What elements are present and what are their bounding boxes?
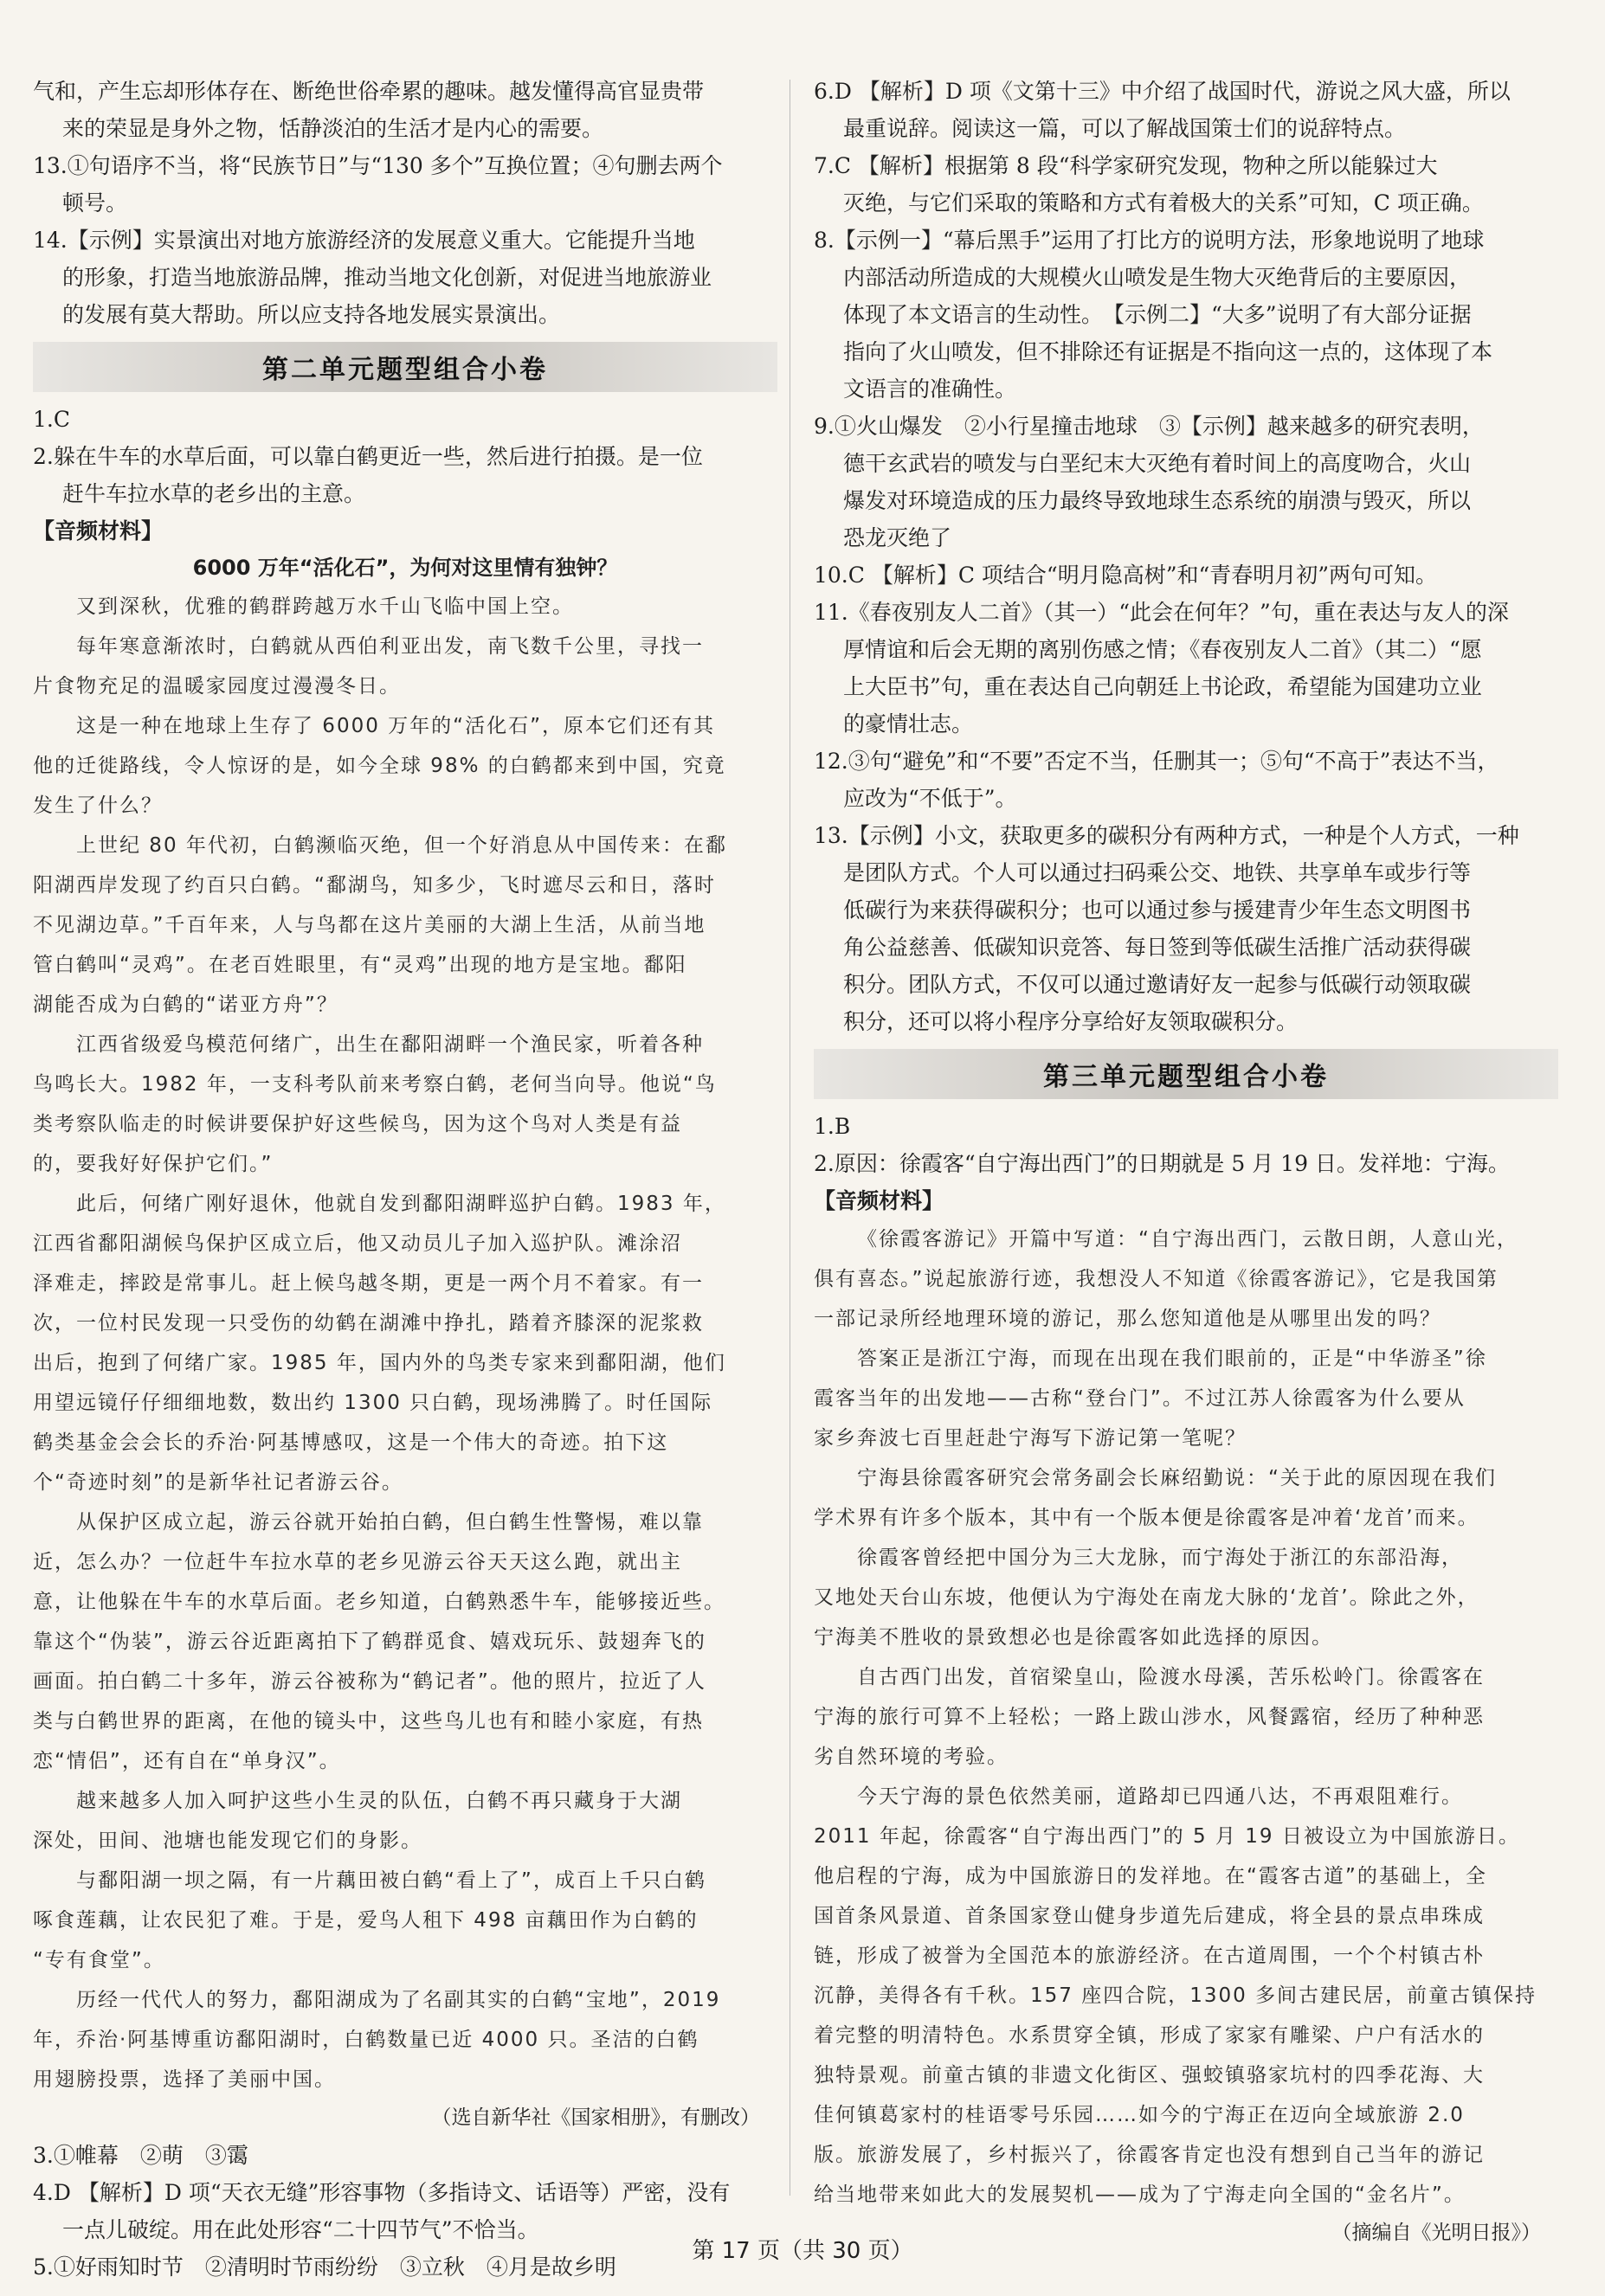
article-line: 着完整的明清特色。水系贯穿全镇，形成了家家有雕梁、户户有活水的 (814, 2024, 1485, 2047)
section-title: 第二单元题型组合小卷 (262, 355, 548, 385)
article-line: 霞客当年的出发地——古称“登台门”。不过江苏人徐霞客为什么要从 (814, 1387, 1466, 1410)
article-line: 沉静，美得各有千秋。157 座四合院，1300 多间古建民居，前童古镇保持 (814, 1984, 1537, 2007)
article-line: 家乡奔波七百里赶赴宁海写下游记第一笔呢？ (814, 1427, 1247, 1450)
article-line: 此后，何绪广刚好退休，他就自发到鄱阳湖畔巡护白鹤。1983 年， (76, 1193, 726, 1215)
answer-2: 2.躲在牛车的水草后面，可以靠白鹤更近一些，然后进行拍摄。是一位 (33, 444, 703, 469)
article-line: “专有食堂”。 (33, 1949, 165, 1971)
article-line: 江西省级爱鸟模范何绪广，出生在鄱阳湖畔一个渔民家，听着各种 (76, 1033, 704, 1056)
answer-13-cont: 积分。团队方式，不仅可以通过邀请好友一起参与低碳行动领取碳 (843, 972, 1472, 997)
answer-11-cont: 的豪情壮志。 (843, 711, 974, 736)
answer-8-cont: 文语言的准确性。 (843, 376, 1017, 402)
article-source: （摘编自《光明日报》） (1331, 2222, 1541, 2244)
article-line: 链，形成了被誉为全国范本的旅游经济。在古道周围，一个个村镇古朴 (814, 1945, 1485, 1967)
answer-4: 4.D 【解析】D 项“天衣无缝”形容事物（多指诗文、话语等）严密，没有 (33, 2180, 731, 2205)
text-line: 来的荣显是身外之物，恬静淡泊的生活才是内心的需要。 (62, 116, 604, 141)
article-line: 学术界有许多个版本，其中有一个版本便是徐霞客是冲着‘龙首’而来。 (814, 1507, 1479, 1529)
article-line: 出后，抱到了何绪广家。1985 年，国内外的鸟类专家来到鄱阳湖，他们 (33, 1352, 726, 1374)
answer-8: 8.【示例一】“幕后黑手”运用了打比方的说明方法，形象地说明了地球 (814, 228, 1485, 253)
article-line: 近，怎么办？一位赶牛车拉水草的老乡见游云谷天天这么跑，就出主 (33, 1551, 682, 1573)
answer-7: 7.C 【解析】根据第 8 段“科学家研究发现，物种之所以能躲过大 (814, 153, 1438, 178)
article-line: 湖能否成为白鹤的“诺亚方舟”？ (33, 994, 338, 1016)
answer-7-cont: 灭绝，与它们采取的策略和方式有着极大的关系”可知，C 项正确。 (843, 190, 1484, 215)
right-column (814, 73, 1558, 2252)
answer-12: 12.③句“避免”和“不要”否定不当，任删其一；⑤句“不高于”表达不当， (814, 749, 1499, 774)
answer-4-cont: 一点儿破绽。用在此处形容“二十四节气”不恰当。 (62, 2217, 539, 2242)
answer-9-cont: 恐龙灭绝了 (843, 525, 952, 550)
answer-11-cont: 上大臣书”句，重在表达自己向朝廷上书论政，希望能为国建功立业 (843, 674, 1482, 699)
article-line: 每年寒意渐浓时，白鹤就从西伯利亚出发，南飞数千公里，寻找一 (76, 635, 704, 658)
article-line: 他启程的宁海，成为中国旅游日的发祥地。在“霞客古道”的基础上，全 (814, 1865, 1487, 1888)
article-line: 劣自然环境的考验。 (814, 1746, 1009, 1768)
article-line: 鹤类基金会会长的乔治·阿基博感叹，这是一个伟大的奇迹。拍下这 (33, 1431, 669, 1454)
article-line: 给当地带来如此大的发展契机——成为了宁海走向全国的“金名片”。 (814, 2183, 1466, 2206)
article-line: 啄食莲藕，让农民犯了难。于是，爱鸟人租下 498 亩藕田作为白鹤的 (33, 1909, 699, 1932)
answer-8-cont: 内部活动所造成的大规模火山喷发是生物大灭绝背后的主要原因， (843, 265, 1472, 290)
answer-1: 1.C (33, 407, 70, 432)
article-line: 今天宁海的景色依然美丽，道路却已四通八达，不再艰阻难行。 (857, 1785, 1463, 1808)
article-line: 用望远镜仔仔细细地数，数出约 1300 只白鹤，现场沸腾了。时任国际 (33, 1392, 713, 1414)
article-line: 泽难走，摔跤是常事儿。赶上候鸟越冬期，更是一两个月不着家。有一 (33, 1272, 704, 1295)
article-line: 不见湖边草。”千百年来，人与鸟都在这片美丽的大湖上生活，从前当地 (33, 914, 706, 936)
answer-3: 3.①帷幕 ②萌 ③霭 (33, 2143, 248, 2168)
article-line: 管白鹤叫“灵鸡”。在老百姓眼里，有“灵鸡”出现的地方是宝地。鄱阳 (33, 954, 687, 976)
article-line: 年，乔治·阿基博重访鄱阳湖时，白鹤数量已近 4000 只。圣洁的白鹤 (33, 2029, 699, 2051)
article-line: 宁海县徐霞客研究会常务副会长麻绍勤说：“关于此的原因现在我们 (857, 1467, 1497, 1489)
article-line: 恋“情侣”，还有自在“单身汉”。 (33, 1750, 341, 1772)
text-line: 气和，产生忘却形体存在、断绝世俗牵累的趣味。越发懂得高官显贵带 (33, 79, 705, 104)
answer-1: 1.B (814, 1114, 851, 1139)
answer-6: 6.D 【解析】D 项《文第十三》中介绍了战国时代，游说之风大盛，所以 (814, 79, 1511, 104)
article-line: 宁海美不胜收的景致想必也是徐霞客如此选择的原因。 (814, 1626, 1333, 1649)
article-line: 用翅膀投票，选择了美丽中国。 (33, 2068, 336, 2091)
article-line: 宁海的旅行可算不上轻松；一路上跋山涉水，风餐露宿，经历了种种恶 (814, 1706, 1485, 1728)
article-line: 靠这个“伪装”，游云谷近距离拍下了鹤群觅食、嬉戏玩乐、鼓翅奔飞的 (33, 1630, 706, 1653)
article-line: 答案正是浙江宁海，而现在出现在我们眼前的，正是“中华游圣”徐 (857, 1347, 1487, 1370)
article-line: 2011 年起，徐霞客“自宁海出西门”的 5 月 19 日被设立为中国旅游日。 (814, 1825, 1520, 1848)
answer-9-cont: 德干玄武岩的喷发与白垩纪末大灭绝有着时间上的高度吻合，火山 (843, 451, 1472, 476)
answer-13: 13.【示例】小文，获取更多的碳积分有两种方式，一种是个人方式，一种 (814, 823, 1519, 848)
answer-10: 10.C 【解析】C 项结合“明月隐高树”和“青春明月初”两句可知。 (814, 563, 1438, 588)
article-line: 这是一种在地球上生存了 6000 万年的“活化石”，原本它们还有其 (76, 715, 715, 737)
answer-13-cont: 低碳行为来获得碳积分；也可以通过参与援建青少年生态文明图书 (843, 897, 1472, 923)
section-title: 第三单元题型组合小卷 (1043, 1062, 1329, 1092)
article-line: 佳何镇葛家村的桂语零号乐园……如今的宁海正在迈向全域旅游 2.0 (814, 2104, 1465, 2126)
answer-12-cont: 应改为“不低于”。 (843, 786, 1017, 811)
article-line: 次，一位村民发现一只受伤的幼鹤在湖滩中挣扎，踏着齐膝深的泥浆救 (33, 1312, 704, 1335)
article-line: 独特景观。前童古镇的非遗文化街区、强蛟镇骆家坑村的四季花海、大 (814, 2064, 1485, 2087)
answer-14: 14.【示例】实景演出对地方旅游经济的发展意义重大。它能提升当地 (33, 228, 695, 253)
article-line: 片食物充足的温暖家园度过漫漫冬日。 (33, 675, 401, 698)
answer-9-cont: 爆发对环境造成的压力最终导致地球生态系统的崩溃与毁灭，所以 (843, 488, 1472, 513)
answer-13-cont: 顿号。 (62, 190, 128, 215)
answer-14-cont: 的形象，打造当地旅游品牌，推动当地文化创新，对促进当地旅游业 (62, 265, 712, 290)
audio-label: 【音频材料】 (814, 1188, 944, 1213)
article-line: 上世纪 80 年代初，白鹤濒临灭绝，但一个好消息从中国传来：在鄱 (76, 834, 727, 857)
article-line: 画面。拍白鹤二十多年，游云谷被称为“鹤记者”。他的照片，拉近了人 (33, 1670, 706, 1693)
section-banner (814, 1049, 1558, 1099)
article-line: 版。旅游发展了，乡村振兴了，徐霞客肯定也没有想到自己当年的游记 (814, 2144, 1485, 2166)
article-line: 鸟鸣长大。1982 年，一支科考队前来考察白鹤，老何当向导。他说“鸟 (33, 1073, 717, 1096)
answer-8-cont: 体现了本文语言的生动性。 【示例二】“大多”说明了有大部分证据 (843, 302, 1472, 327)
article-line: 与鄱阳湖一坝之隔，有一片藕田被白鹤“看上了”，成百上千只白鹤 (76, 1869, 706, 1892)
article-line: 类与白鹤世界的距离，在他的镜头中，这些鸟儿也有和睦小家庭，有热 (33, 1710, 704, 1733)
article-line: 的，要我好好保护它们。” (33, 1153, 274, 1175)
article-line: 又地处天台山东坡，他便认为宁海处在南龙大脉的‘龙首’。除此之外， (814, 1586, 1479, 1609)
answer-8-cont: 指向了火山喷发，但不排除还有证据是不指向这一点的，这体现了本 (843, 339, 1493, 364)
article-line: 国首条风景道、首条国家登山健身步道先后建成，将全县的景点串珠成 (814, 1905, 1485, 1927)
article-line: 江西省鄱阳湖候鸟保护区成立后，他又动员儿子加入巡护队。滩涂沼 (33, 1232, 682, 1255)
article-line: 俱有喜态。”说起旅游行迹，我想没人不知道《徐霞客游记》，它是我国第 (814, 1268, 1499, 1290)
article-line: 深处，田间、池塘也能发现它们的身影。 (33, 1830, 422, 1852)
article-line: 《徐霞客游记》开篇中写道：“自宁海出西门，云散日朗，人意山光， (857, 1228, 1518, 1251)
answer-13-cont: 角公益慈善、低碳知识竞答、每日签到等低碳生活推广活动获得碳 (843, 935, 1472, 960)
article-line: 个“奇迹时刻”的是新华社记者游云谷。 (33, 1471, 403, 1494)
answer-2-cont: 赶牛车拉水草的老乡出的主意。 (62, 481, 366, 506)
audio-label: 【音频材料】 (33, 518, 164, 543)
article-line: 一部记录所经地理环境的游记，那么您知道他是从哪里出发的吗？ (814, 1308, 1441, 1330)
article-line: 从保护区成立起，游云谷就开始拍白鹤，但白鹤生性警惕，难以靠 (76, 1511, 704, 1534)
article-line: 越来越多人加入呵护这些小生灵的队伍，白鹤不再只藏身于大湖 (76, 1790, 682, 1812)
answer-2: 2.原因：徐霞客“自宁海出西门”的日期就是 5 月 19 日。发祥地：宁海。 (814, 1151, 1510, 1176)
answer-5: 5.①好雨知时节 ②清明时节雨纷纷 ③立秋 ④月是故乡明 (33, 2254, 616, 2280)
answer-14-cont: 的发展有莫大帮助。所以应支持各地发展实景演出。 (62, 302, 561, 327)
article-line: 又到深秋，优雅的鹤群跨越万水千山飞临中国上空。 (76, 595, 574, 618)
page-number: 第 17 页（共 30 页） (692, 2238, 913, 2264)
article-line: 阳湖西岸发现了约百只白鹤。“鄱湖鸟，知多少，飞时遮尽云和日，落时 (33, 874, 716, 897)
answer-11-cont: 厚情谊和后会无期的离别伤感之情；《春夜别友人二首》（其二）“愿 (843, 637, 1482, 662)
article-line: 自古西门出发，首宿梁皇山，险渡水母溪，苦乐松岭门。徐霞客在 (857, 1666, 1485, 1688)
article-title: 6000 万年“活化石”，为何对这里情有独钟？ (192, 556, 618, 580)
article-line: 类考察队临走的时候讲要保护好这些候鸟，因为这个鸟对人类是有益 (33, 1113, 682, 1135)
answer-9: 9.①火山爆发 ②小行星撞击地球 ③【示例】越来越多的研究表明， (814, 414, 1484, 439)
answer-13: 13.①句语序不当，将“民族节日”与“130 多个”互换位置；④句删去两个 (33, 153, 723, 178)
section-banner (33, 342, 777, 392)
answer-11: 11.《春夜别友人二首》（其一）“此会在何年？”句，重在表达与友人的深 (814, 600, 1509, 625)
answer-6-cont: 最重说辞。阅读这一篇，可以了解战国策士们的说辞特点。 (843, 116, 1407, 141)
article-line: 徐霞客曾经把中国分为三大龙脉，而宁海处于浙江的东部沿海， (857, 1547, 1463, 1569)
answer-13-cont: 是团队方式。个人可以通过扫码乘公交、地铁、共享单车或步行等 (843, 860, 1472, 885)
article-line: 历经一代代人的努力，鄱阳湖成为了名副其实的白鹤“宝地”，2019 (76, 1989, 721, 2011)
article-line: 意，让他躲在牛车的水草后面。老乡知道，白鹤熟悉牛车，能够接近些。 (33, 1591, 725, 1613)
left-column (33, 73, 777, 2286)
article-line: 发生了什么？ (33, 794, 163, 817)
answer-13-cont: 积分，还可以将小程序分享给好友领取碳积分。 (843, 1009, 1299, 1034)
article-source: （选自新华社《国家相册》，有删改） (431, 2106, 760, 2129)
article-line: 他的迁徙路线，令人惊讶的是，如今全球 98% 的白鹤都来到中国，究竟 (33, 755, 726, 777)
